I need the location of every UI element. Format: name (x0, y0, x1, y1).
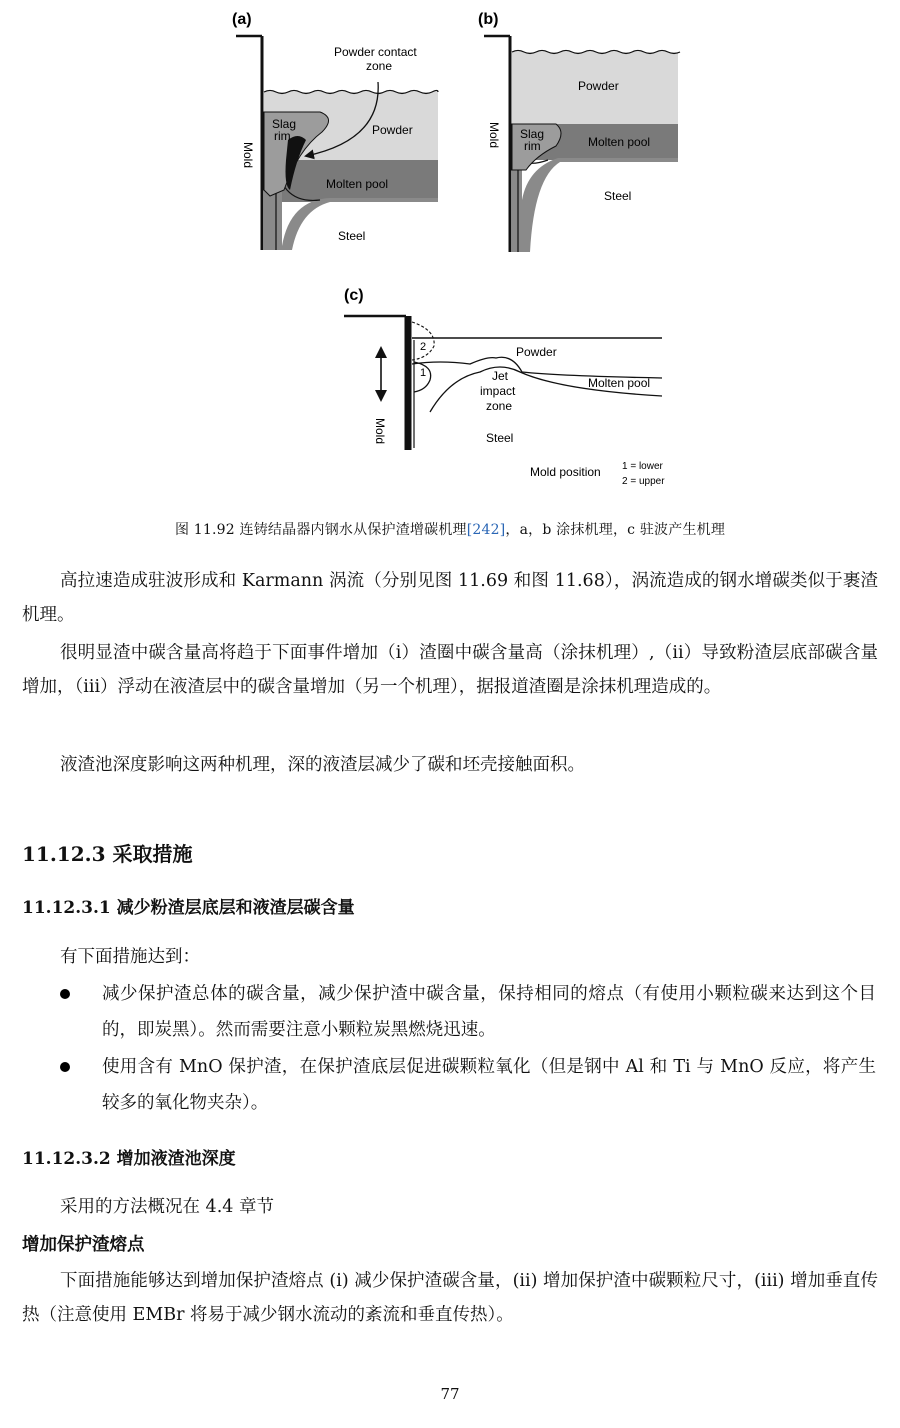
panel-b-powder-label: Powder (578, 79, 619, 93)
caption-prefix: 图 11.92 连铸结晶器内钢水从保护渣增碳机理 (174, 522, 467, 538)
panel-b-molten-label: Molten pool (588, 135, 651, 149)
panel-c-jet-line2: impact (480, 384, 516, 398)
panel-a-slag-line1: Slag (272, 117, 297, 131)
subsection-heading-1: 11.12.3.1 减少粉渣层底层和液渣层碳含量 (22, 898, 355, 918)
bullet-dot-icon (60, 1062, 70, 1072)
last-paragraph: 下面措施能够达到增加保护渣熔点 (i) 减少保护渣碳含量，(ii) 增加保护渣中碳颗粒尺寸，(iii) 增加垂直传热（注意使用 EMBr 将易于减少钢水流动的紊流和垂直传热）。 (22, 1271, 878, 1325)
panel-c-steel-label: Steel (486, 431, 514, 445)
panel-c-legend1: 1 = lower (622, 461, 663, 472)
panel-a-slag-line2: rim (274, 129, 291, 143)
figure-11-92 (0, 0, 900, 505)
panel-a-contact-line1: Powder contact (334, 45, 417, 59)
panel-c-marker1: 1 (420, 367, 427, 379)
panel-c-powder-label: Powder (516, 345, 557, 359)
page-number: 77 (440, 1385, 460, 1403)
bullet-dot-icon (60, 989, 70, 999)
panel-c-marker2: 2 (420, 341, 427, 353)
method-text: 采用的方法概况在 4.4 章节 (60, 1197, 274, 1217)
panel-a-powder-label: Powder (372, 123, 413, 137)
paragraph-1: 高拉速造成驻波形成和 Karmann 涡流（分别见图 11.69 和图 11.68），涡流造成的钢水增碳类似于裹渣机理。 (22, 571, 878, 625)
panel-a-molten-label: Molten pool (326, 177, 389, 191)
panel-b-steel-label: Steel (604, 189, 632, 203)
figure-caption (0, 519, 900, 539)
panel-a-steel-label: Steel (338, 229, 366, 243)
panel-a-contact-line2: zone (366, 59, 393, 73)
paragraph-2: 很明显渣中碳含量高将趋于下面事件增加（i）渣圈中碳含量高（涂抹机理）,（ii）导致粉渣层底部碳含量增加，（iii）浮动在液渣层中的碳含量增加（另一个机理），据报道渣圈是涂抹机理造成的。 (22, 643, 878, 697)
panel-c-mold-label: Mold (373, 418, 387, 445)
caption-suffix: ，a，b 涂抹机理，c 驻波产生机理 (505, 522, 726, 538)
list-item-text: 减少保护渣总体的碳含量，减少保护渣中碳含量，保持相同的熔点（有使用小颗粒碳来达到这个目的，即炭黑）。然而需要注意小颗粒炭黑燃烧迅速。 (102, 984, 876, 1040)
panel-b (478, 11, 680, 252)
list-item (64, 1049, 876, 1121)
panel-c-molten-label: Molten pool (588, 376, 651, 390)
panel-c-legend2: 2 = upper (622, 476, 665, 487)
subsection-heading-2: 11.12.3.2 增加液渣池深度 (22, 1149, 236, 1169)
measures-intro: 有下面措施达到： (60, 947, 200, 967)
panel-c-tag: (c) (344, 287, 364, 304)
list-item (64, 976, 876, 1048)
panel-b-slag-line1: Slag (520, 127, 545, 141)
list-item-text: 使用含有 MnO 保护渣，在保护渣底层促进碳颗粒氧化（但是钢中 Al 和 Ti 与 MnO 反应，将产生较多的氧化物夹杂）。 (102, 1057, 876, 1113)
panel-b-slag-line2: rim (524, 139, 541, 153)
caption-reference-link[interactable]: [242] (466, 522, 506, 538)
panel-b-tag: (b) (478, 11, 499, 28)
panel-a-tag: (a) (232, 11, 252, 28)
section-heading: 11.12.3 采取措施 (22, 842, 193, 866)
panel-c-mold-position: Mold position (530, 465, 601, 479)
paragraph-3: 液渣池深度影响这两种机理，深的液渣层减少了碳和坯壳接触面积。 (60, 755, 585, 775)
panel-c (344, 287, 665, 487)
panel-c-jet-line3: zone (486, 399, 513, 413)
panel-a (232, 11, 438, 252)
panel-c-jet-line1: Jet (492, 369, 509, 383)
panel-b-mold-label: Mold (487, 122, 501, 149)
bold-heading: 增加保护渣熔点 (22, 1235, 145, 1255)
panel-a-mold-label: Mold (241, 142, 255, 169)
